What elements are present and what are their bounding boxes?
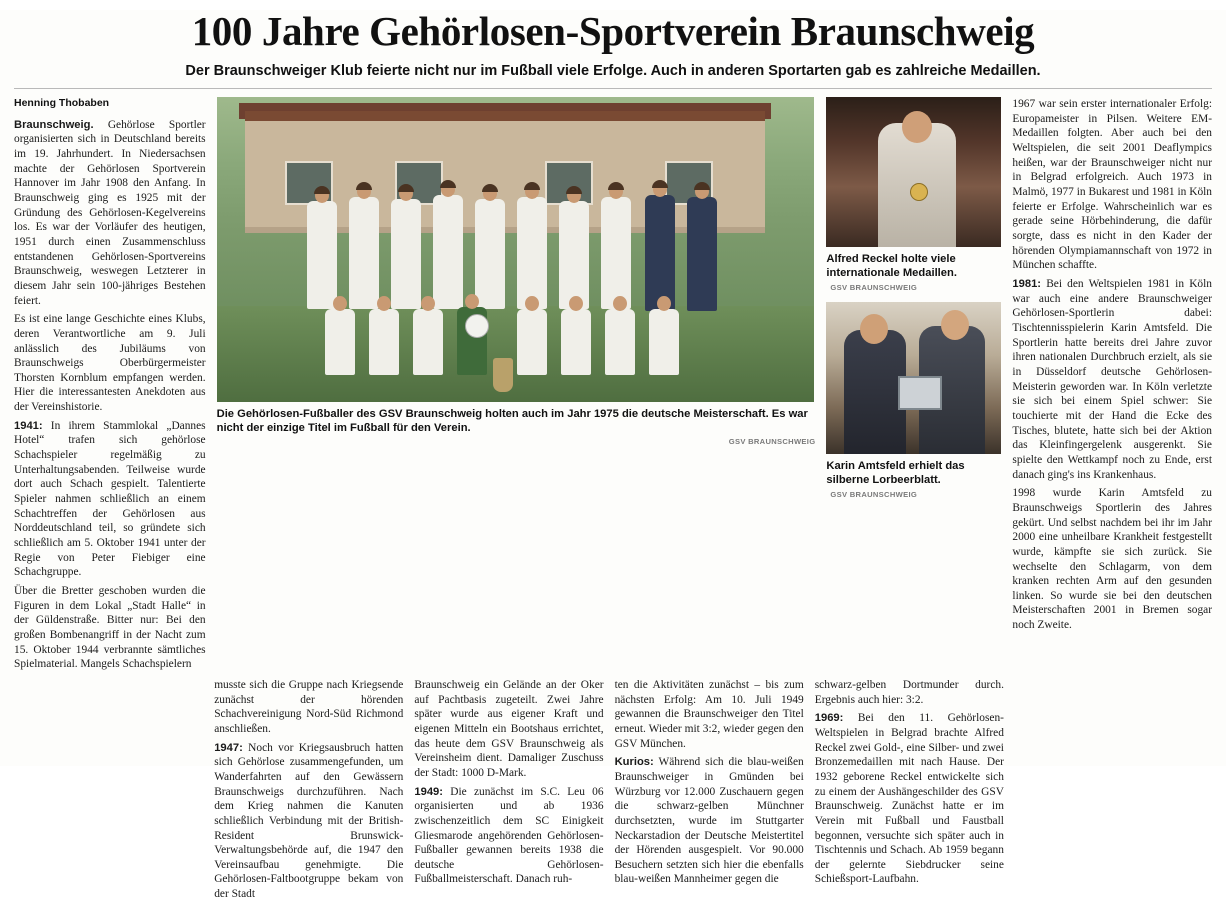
caption-text: Die Gehörlosen-Fußballer des GSV Braunschweig holten auch im Jahr 1975 die deutsche Meisterschaft. Es war nicht der einzige Titel im Fußball für den Verein. <box>216 408 808 435</box>
photo-person <box>413 309 443 375</box>
photo-person <box>561 309 591 375</box>
photo-head-shape <box>377 296 391 311</box>
caption-text: Karin Amtsfeld erhielt das silberne Lorbeerblatt. <box>826 460 965 487</box>
paragraph-text: Die zunächst im S.C. Leu 06 organisierten und ab 1936 zwischenzeitlich dem SC Einigkeit Gliesmarode angehörenden Gehörlosen-Fußballer gewannen bereits 1938 die deutsche Gehörlosen-Fußballmeisterschaft. Danach ruh- <box>414 785 604 886</box>
photo-person <box>517 309 547 375</box>
paragraph-text: Noch vor Kriegsausbruch hatten sich Gehörlose zusammengefunden, um Wanderfahrten auf den Gewässern Braunschweigs durchzuführen. Nach dem Krieg nahmen die Kanuten schließlich Verbindung mit der British-Resident Brunswick-Verwaltungsbehörde auf, die 1947 den Vereinsaufbau genehmigte. Die Gehörlosen-Faltbootgruppe bekam von der Stadt <box>214 741 404 901</box>
paragraph: Es ist eine lange Geschichte eines Klubs, deren Verantwortliche am 9. Juli anlässlich des Jubiläums von Braunschweigs Oberbürgermeister Thorsten Kornblum empfangen werden. Hier die interessantesten Anekdoten aus der Vereinshistorie. <box>14 313 206 414</box>
column-6 <box>1012 97 1212 672</box>
paragraph <box>815 711 1004 887</box>
photo-person <box>349 197 379 309</box>
paragraph <box>14 118 206 309</box>
paragraph <box>414 785 603 888</box>
year-label: 1969: <box>814 712 844 725</box>
photo-head-shape <box>569 296 583 311</box>
photo-person <box>605 309 635 375</box>
caption-text: Alfred Reckel holte viele internationale Medaillen. <box>826 253 957 280</box>
paragraph: 1998 wurde Karin Amtsfeld zu Braunschweigs Sportlerin des Jahres gekürt. Und selbst nachdem bei ihr im Jahr 2000 eine unheilbare Krankheit festgestellt wurde, kämpfte sie sich zurück. Sie wechselte den Schlagarm, von dem kranken rechten Arm auf den gesunden linken. So wurde sie bei den deutschen Meisterschaften 2001 in Bremen sogar noch Zweite. <box>1012 487 1212 632</box>
column-4 <box>615 678 804 902</box>
photo-head-shape <box>333 296 347 311</box>
photo-person <box>391 199 421 309</box>
photo-head-shape <box>657 296 671 311</box>
photo-person <box>325 309 355 375</box>
photo-person <box>645 195 675 311</box>
dateline: Braunschweig. <box>14 118 94 131</box>
paragraph: musste sich die Gruppe nach Kriegsende zunächst der hörenden Schachvereinigung Nord-Süd Richmond anschließen. <box>214 678 404 735</box>
photo-head-shape <box>525 296 539 311</box>
team-photo <box>217 97 814 402</box>
photo-head-shape <box>613 296 627 311</box>
paragraph <box>214 741 403 902</box>
photo-person <box>433 195 463 309</box>
year-label: 1947: <box>214 741 243 754</box>
paragraph-text: Während sich die blau-weißen Braunschweiger in Gmünden bei Würzburg vor 12.000 Zuschauern gegen die schwarz-gelben Münchner durchsetzten, wurde im Stuttgarter Neckarstadion der Deutsche Meistertitel der Hörenden ausgespielt. Vor 90.000 Besuchern setzten sich hier die ebenfalls blau-weißen Mannheimer gegen die <box>614 756 804 886</box>
trophy-shape <box>493 358 513 392</box>
photo-person <box>687 197 717 311</box>
paragraph: ten die Aktivitäten zunächst – bis zum nächsten Erfolg: Am 10. Juli 1949 gewannen die Braunschweiger den Titel erneut. Wieder mit 3:2, wieder gegen den GSV München. <box>614 678 804 750</box>
page-title: 100 Jahre Gehörlosen-Sportverein Braunschweig <box>191 8 1035 54</box>
paragraph: Braunschweig ein Gelände an der Oker auf Pachtbasis zugeteilt. Zwei Jahre später wurde aus eigener Kraft und eigenen Mitteln ein Bootshaus errichtet, das heute dem GSV Braunschweig als Vereinsheim dient. Damaliger Zuschuss der Stadt: 1000 D-Mark. <box>414 678 604 779</box>
photo-head-shape <box>465 294 479 309</box>
paragraph: 1967 war sein erster internationaler Erfolg: Europameister in Pilsen. Weitere EM-Medaillen folgten. Aber auch bei den Weltspielen, die seit 2001 Deaflympics heißen, war der Braunschweiger nicht nur in Belgrad erfolgreich. Auch 1973 in Malmö, 1977 in Bukarest und 1981 in Köln feierte er Erfolge. Wahrscheinlich war es gerade seine Hörbehinderung, die dafür sorgte, dass es nicht in den Kader der hörenden Olympiamannschaft von 1972 in München schaffte. <box>1012 98 1212 272</box>
paragraph: schwarz-gelben Dortmunder durch. Ergebnis auch hier: 3:2. <box>814 678 1004 706</box>
amtsfeld-photo-caption <box>826 459 1001 501</box>
photo-person <box>369 309 399 375</box>
photo-grass-shape <box>217 306 814 402</box>
photo-person <box>475 199 505 309</box>
main-photo-caption <box>217 407 816 446</box>
paragraph-text: Bei den Weltspielen 1981 in Köln war auch eine andere Braunschweiger Gehörlosen-Sportlerin dabei: Tischtennisspielerin Karin Amtsfeld. Die Sportlerin hatte bereits drei Jahre zuvor ihren nationalen Durchbruch erzielt, als sie in Düsseldorf deutsche Gehörlosen-Meisterin geworden war. In Köln verletzte sie sich bei einem Spiel schwer: Sie touchierte mit der Hand die Ecke des Tisches, blutete, hatte sich bei der Aktion das Kleinfingergelenk ausgerenkt. Sie spielte den Wettkampf noch zu Ende, erst danach ging's ins Krankenhaus. <box>1012 278 1212 481</box>
award-plate-shape <box>898 376 942 410</box>
photo-person <box>559 201 589 309</box>
paragraph <box>1012 277 1212 482</box>
spacer <box>826 294 1001 302</box>
column-2 <box>214 678 403 902</box>
photo-person <box>649 309 679 375</box>
year-label: 1981: <box>1012 278 1042 291</box>
photo-head-shape <box>421 296 435 311</box>
subheadline: Der Braunschweiger Klub feierte nicht nur im Fußball viele Erfolge. Auch in anderen Sportarten gab es zahlreiche Medaillen. <box>185 63 1041 80</box>
column-1-continued <box>14 678 203 902</box>
main-photo-block <box>217 97 816 672</box>
paragraph: Über die Bretter geschoben wurden die Figuren in dem Lokal „Stadt Halle“ in der Güldenstraße. Bitter nur: Bei den großen Bombenangriff in der Nacht zum 15. Oktober 1944 verbrannte sämtliches Spielmaterial. Mangels Schachspielern <box>14 585 206 671</box>
column-1 <box>14 97 206 672</box>
paragraph-text: In ihrem Stammlokal „Dannes Hotel“ trafen sich gehörlose Schachspieler regelmäßig zu Unterhaltungsabenden. Teilweise wurde dort auch Schach gespielt. Talentierte Spieler nahmen schließlich an einem Schachtreffen der Gehörlosen aus Norddeutschland teil, so gründete sich schließlich am 5. Oktober 1941 unter der Regie von Peter Fiebiger eine Schachgruppe. <box>14 419 206 579</box>
reckel-photo-caption <box>826 252 1001 294</box>
kurios-label: Kurios: <box>614 756 654 769</box>
photo-credit: GSV BRAUNSCHWEIG <box>830 490 918 500</box>
newspaper-page <box>0 8 1226 901</box>
photo-person <box>517 197 547 309</box>
upper-content-area <box>0 89 1226 672</box>
right-photo-column <box>826 97 1001 672</box>
lower-content-area <box>0 672 1226 902</box>
column-6-continued <box>1015 678 1212 902</box>
paragraph-text: Gehörlose Sportler organisierten sich in Deutschland bereits im 19. Jahrhundert. In Niedersachsen machte der Gehörlosen Sportverein Hannover im Jahr 1908 den Anfang. In Braunschweig ging es 1925 mit der Gründung des Gehörlosen-Kegelvereins los. Es war der Vorläufer des heutigen, 1951 durch einen Zusammenschluss entstandenen Gehörlosen-Sportvereins Braunschweig, weswegen Letzterer in diesem Jahr sein 100-jähriges Bestehen feiert. <box>14 118 206 307</box>
amtsfeld-photo <box>826 302 1001 454</box>
photo-credit: GSV BRAUNSCHWEIG <box>728 437 816 447</box>
photo-credit: GSV BRAUNSCHWEIG <box>830 283 918 293</box>
photo-person <box>307 201 337 309</box>
paragraph <box>14 419 206 580</box>
column-5 <box>815 678 1004 902</box>
football-shape <box>465 314 489 338</box>
column-3 <box>414 678 603 902</box>
paragraph-text: Bei den 11. Gehörlosen-Weltspielen in Belgrad brachte Alfred Reckel zwei Gold-, eine Silber- und zwei Bronzemedaillen mit nach Hause. Der 1932 geborene Reckel entwickelte sich zu einem der Aushängeschilder des GSV Braunschweig. Zunächst hatte er im Verein mit Fußball und Faustball begonnen, versuchte sich später auch in Tischtennis und Schach. Ab 1959 begann der gelernte Siebdrucker seine Schießsport-Laufbahn. <box>814 712 1004 886</box>
photo-person <box>844 330 906 454</box>
byline: Henning Thobaben <box>14 97 110 110</box>
paragraph <box>615 755 804 887</box>
photo-person <box>601 197 631 309</box>
reckel-photo <box>826 97 1001 247</box>
year-label: 1949: <box>414 785 443 798</box>
year-label: 1941: <box>14 419 43 432</box>
